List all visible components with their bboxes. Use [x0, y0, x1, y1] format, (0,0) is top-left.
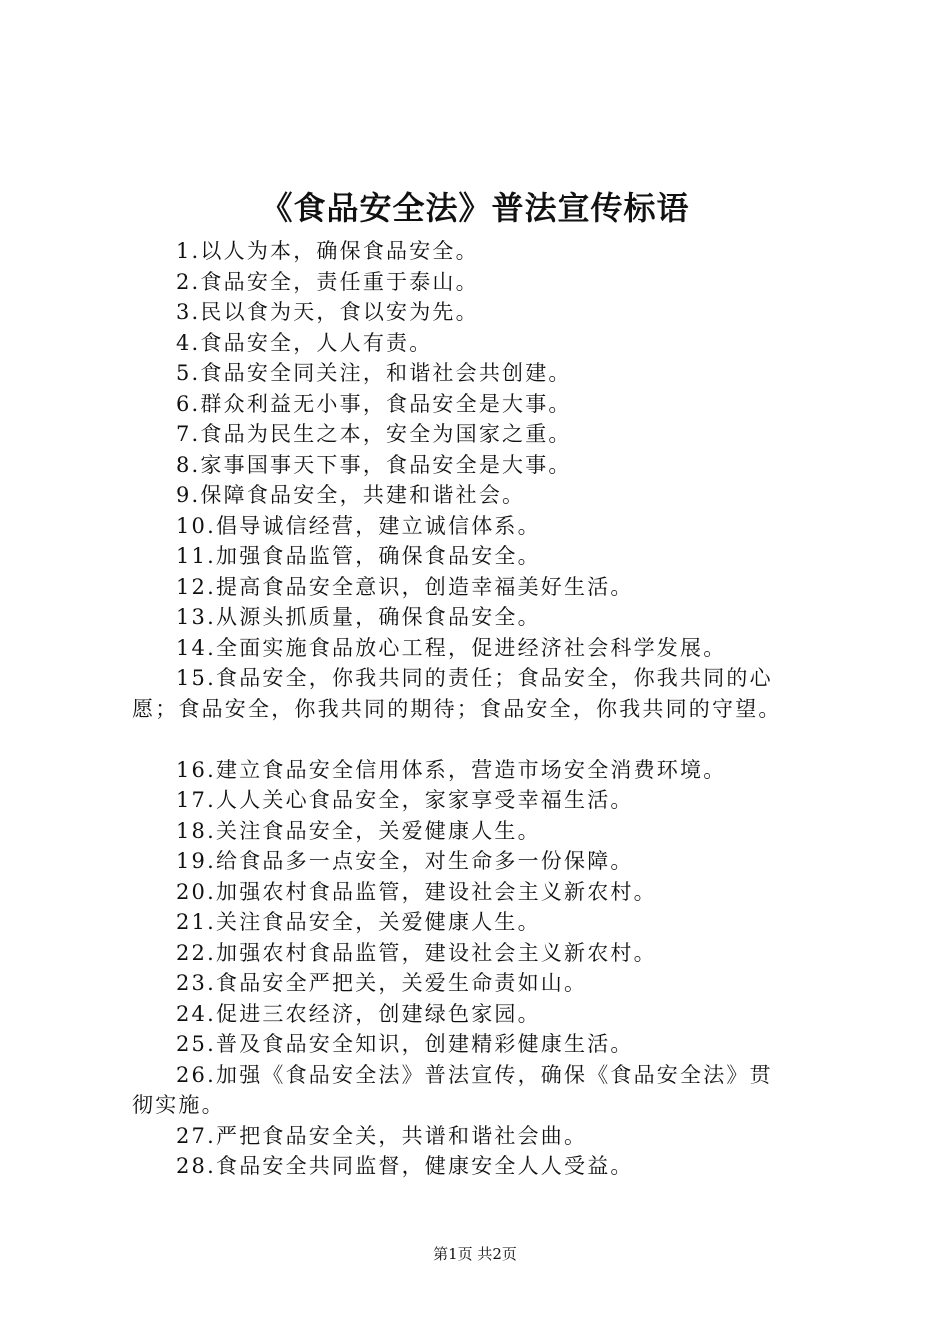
slogan-line: 15.食品安全，你我共同的责任；食品安全，你我共同的心 [176, 666, 773, 690]
slogan-line: 8.家事国事天下事，食品安全是大事。 [176, 452, 572, 477]
slogan-line: 12.提高食品安全意识，创造幸福美好生活。 [176, 574, 634, 599]
paragraph-spacer [132, 724, 848, 755]
slogan-line: 21.关注食品安全，关爱健康人生。 [176, 910, 541, 934]
slogan-line: 10.倡导诚信经营，建立诚信体系。 [176, 513, 541, 538]
slogan-line: 22.加强农村食品监管，建设社会主义新农村。 [176, 940, 657, 965]
slogan-line: 6.群众利益无小事，食品安全是大事。 [176, 391, 572, 416]
slogan-line: 2.食品安全，责任重于泰山。 [176, 269, 479, 294]
slogan-line: 26.加强《食品安全法》普法宣传，确保《食品安全法》贯 [176, 1062, 773, 1087]
slogan-line: 24.促进三农经济，创建绿色家园。 [176, 1001, 541, 1026]
document-title: 《食品安全法》普法宣传标语 [260, 189, 690, 227]
slogan-line: 20.加强农村食品监管，建设社会主义新农村。 [176, 879, 657, 904]
slogan-line: 23.食品安全严把关，关爱生命责如山。 [176, 971, 588, 995]
slogan-line: 5.食品安全同关注，和谐社会共创建。 [176, 361, 572, 385]
slogan-line-continuation: 愿；食品安全，你我共同的期待；食品安全，你我共同的守望。 [132, 696, 782, 721]
slogan-line: 9.保障食品安全，共建和谐社会。 [176, 483, 526, 507]
slogan-line: 27.严把食品安全关，共谱和谐社会曲。 [176, 1123, 588, 1148]
slogan-line: 16.建立食品安全信用体系，营造市场安全消费环境。 [176, 757, 727, 782]
slogan-line-continuation: 彻实施。 [132, 1093, 225, 1117]
slogan-line: 28.食品安全共同监督，健康安全人人受益。 [176, 1154, 634, 1178]
slogan-line: 14.全面实施食品放心工程，促进经济社会科学发展。 [176, 635, 727, 660]
slogan-line: 7.食品为民生之本，安全为国家之重。 [176, 422, 572, 446]
slogan-line: 13.从源头抓质量，确保食品安全。 [176, 605, 541, 629]
page-footer: 第1页 共2页 [433, 1245, 517, 1263]
slogan-line: 19.给食品多一点安全，对生命多一份保障。 [176, 849, 634, 873]
slogan-line: 18.关注食品安全，关爱健康人生。 [176, 818, 541, 843]
slogan-line: 17.人人关心食品安全，家家享受幸福生活。 [176, 788, 634, 812]
slogan-line: 11.加强食品监管，确保食品安全。 [176, 544, 541, 568]
slogan-line: 25.普及食品安全知识，创建精彩健康生活。 [176, 1032, 634, 1056]
slogan-line: 1.以人为本，确保食品安全。 [176, 239, 479, 263]
slogan-line: 3.民以食为天，食以安为先。 [176, 300, 479, 324]
slogan-list [132, 236, 848, 1182]
slogan-line: 4.食品安全，人人有责。 [176, 330, 433, 355]
